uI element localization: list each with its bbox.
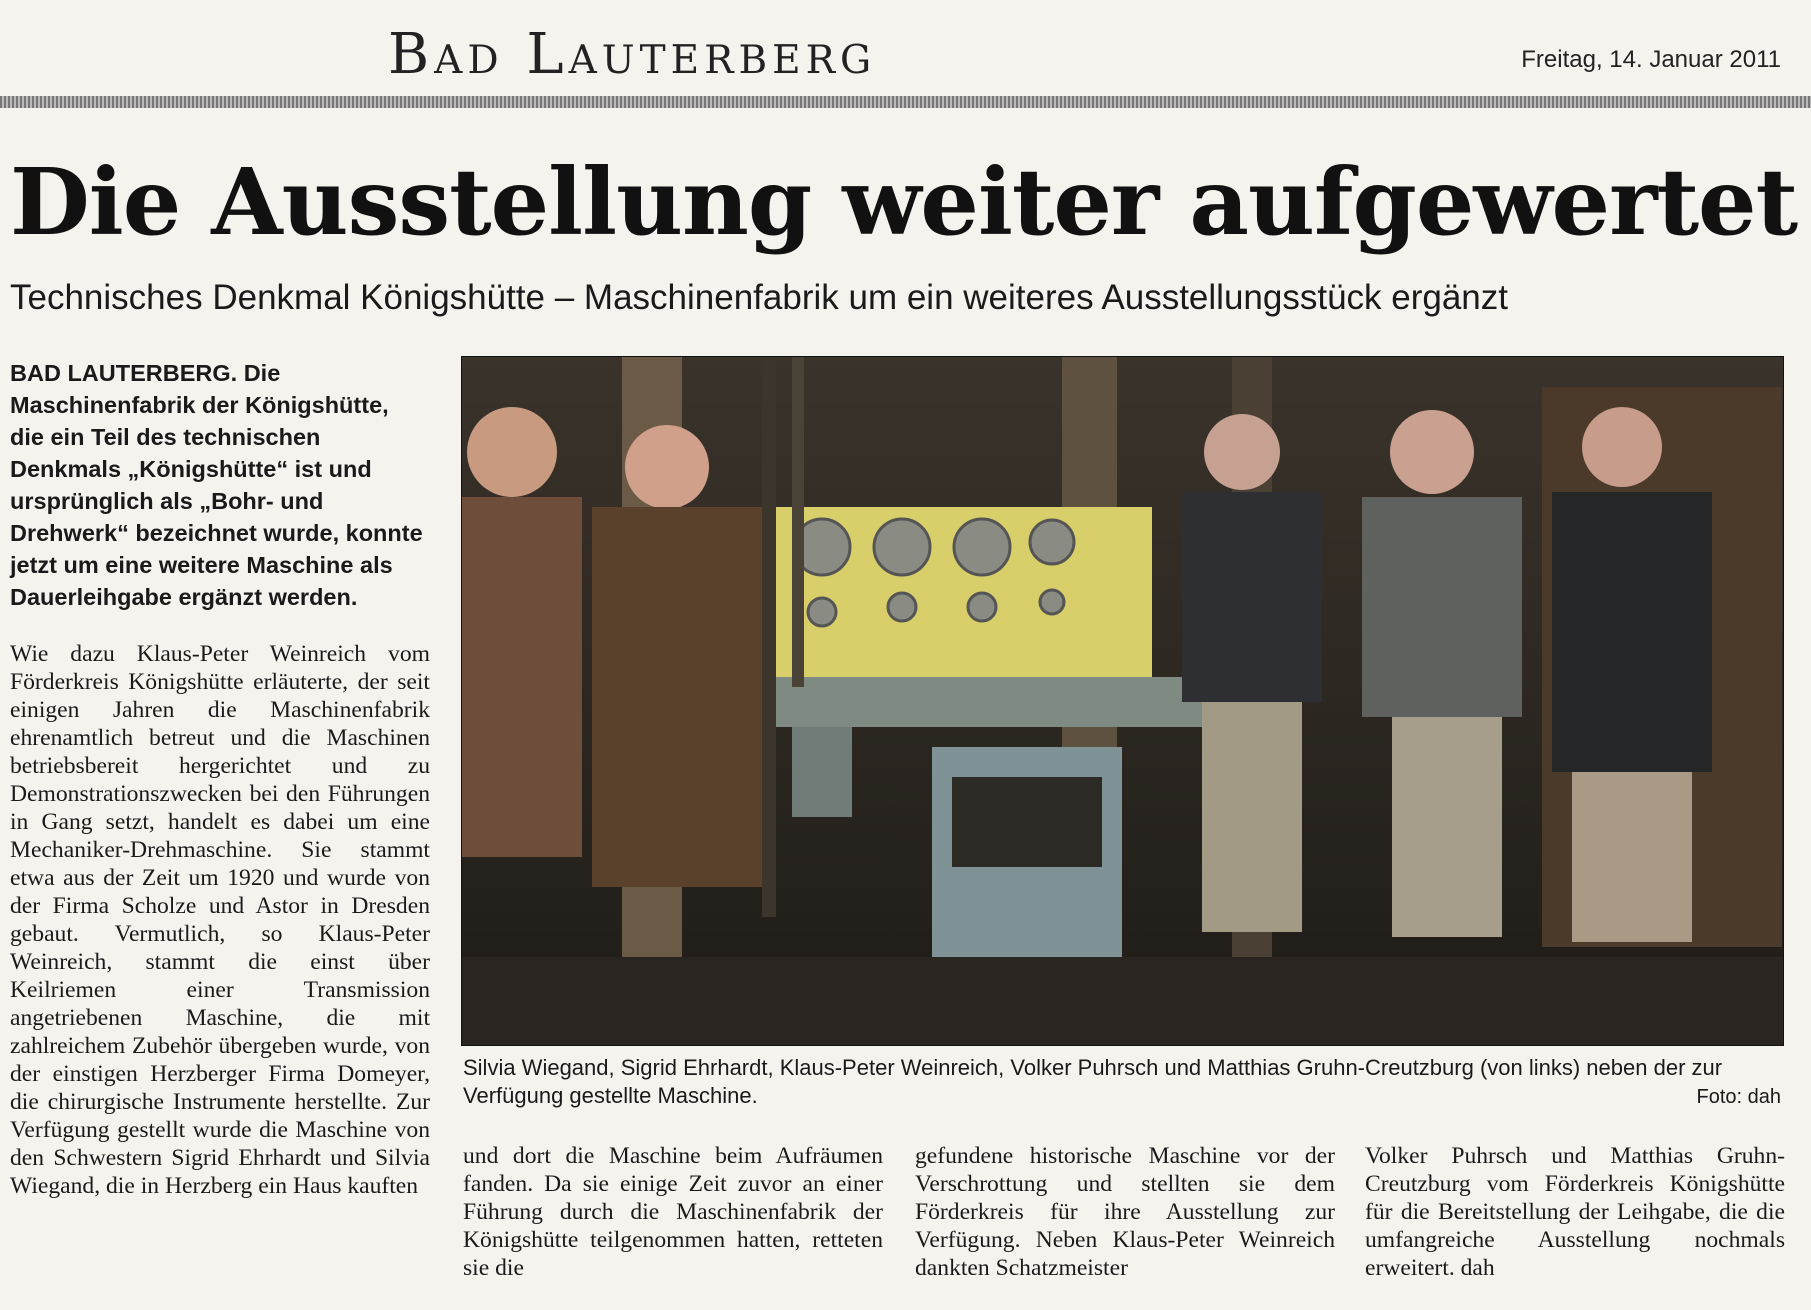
article-column-3: gefundene historische Maschine vor der Verschrottung und stellten sie dem Förderkreis für ihre Ausstellung zur Verfügung. Neben Klaus-Peter Weinreich dankten Schatzmeister [915,1143,1335,1281]
article-column-4: Volker Puhrsch und Matthias Gruhn-Creutzburg vom Förderkreis Königshütte für die Bereitstellung der Leihgabe, die die umfangreiche Ausstellung nochmals erweitert. dah [1365,1143,1785,1281]
masthead-rule [0,96,1811,108]
article-column-2: und dort die Maschine beim Aufräumen fanden. Da sie einige Zeit zuvor an einer Führung durch die Maschinenfabrik der Königshütte teilgenommen hatten, retteten sie die [463,1143,883,1281]
article-column-1: Wie dazu Klaus-Peter Weinreich vom Förderkreis Königshütte erläuterte, der seit einigen Jahren die Maschinenfabrik ehrenamtlich betreut und die Maschinen betriebsbereit hergerichtet und zu Demonstrationszwecken bei den Führungen in Gang setzt, handelt es dabei um eine Mechaniker-Drehmaschine. Sie stammt etwa aus der Zeit um 1920 und wurde von der Firma Scholze und Astor in Dresden gebaut. Vermutlich, so Klaus-Peter Weinreich, stammt die einst über Keilriemen einer Transmission angetriebenen Maschine, die mit zahlreichem Zubehör übergeben wurde, von der einstigen Herzberger Firma Domeyer, die chirurgische Instrumente herstellte. Zur Verfügung gestellt wurde die Maschine von den Schwestern Sigrid Ehrhardt und Silvia Wiegand, die in Herzberg ein Haus kauften [10,641,430,1199]
photo-illustration [462,357,1783,1045]
lead-dateline: BAD LAUTERBERG. [10,360,238,386]
article-photo [461,356,1784,1046]
article-lead [10,357,425,613]
article-headline: Die Ausstellung weiter aufgewertet [10,148,1798,256]
photo-credit: Foto: dah [1696,1086,1781,1108]
publication-date: Freitag, 14. Januar 2011 [1521,46,1781,73]
article-subheadline: Technisches Denkmal Königshütte – Maschinenfabrik um ein weiteres Ausstellungsstück ergänzt [10,278,1508,317]
lead-text: Die Maschinenfabrik der Königshütte, die ein Teil des technischen Denkmals „Königshütte“ ist und ursprünglich als „Bohr- und Drehwerk“ bezeichnet wurde, konnte jetzt um eine weitere Maschine als Dauerleihgabe ergänzt werden. [10,360,423,610]
photo-caption: Silvia Wiegand, Sigrid Ehrhardt, Klaus-Peter Weinreich, Volker Puhrsch und Matthias Gruhn-Creutzburg (von links) neben der zur Verfügung gestellte Maschine. [463,1055,1723,1108]
masthead-title: Bad Lauterberg [388,22,877,87]
